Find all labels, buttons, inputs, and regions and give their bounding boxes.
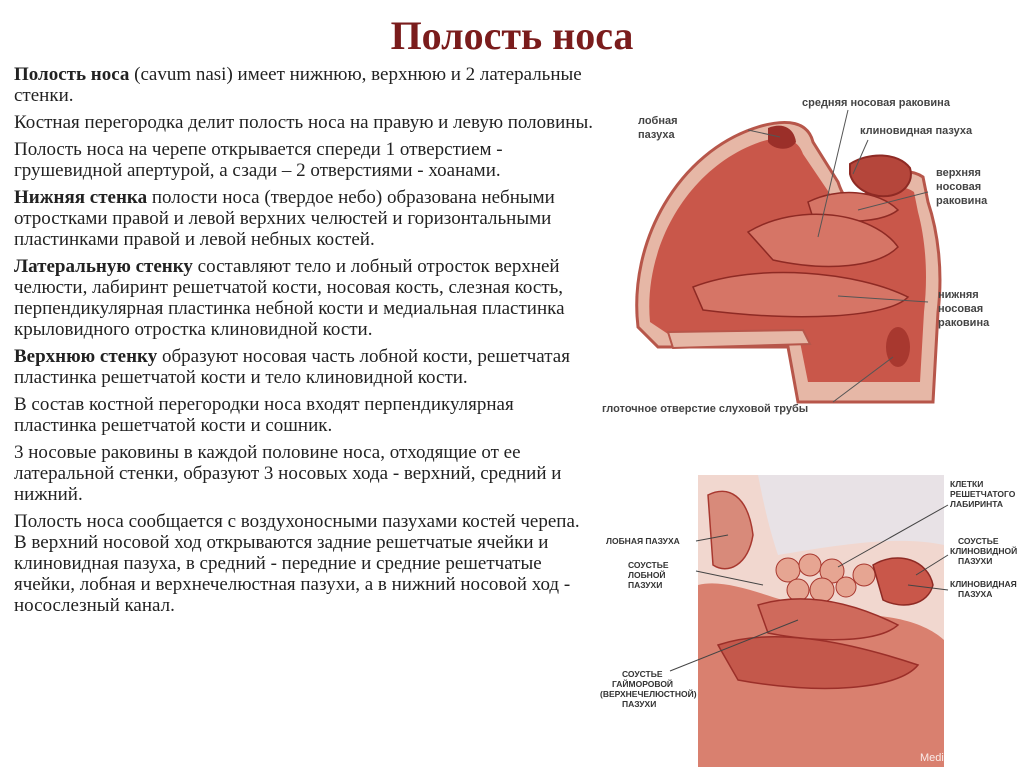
paragraph	[10, 112, 595, 133]
paragraph	[10, 346, 595, 388]
label-sphenoid-sinus-1: КЛИНОВИДНАЯ	[950, 579, 1017, 589]
label-frontal-sinus: ЛОБНАЯ ПАЗУХА	[606, 536, 680, 546]
label-tube: глоточное отверстие слуховой трубы	[602, 403, 809, 415]
label-lower-3: раковина	[938, 317, 990, 329]
paragraph	[10, 64, 595, 106]
text-column	[10, 64, 595, 622]
paragraph	[10, 256, 595, 340]
paragraph	[10, 511, 595, 616]
label-lower-2: носовая	[938, 303, 984, 315]
para-bold: Нижняя стенка	[14, 187, 148, 208]
para-bold: Верхнюю стенку	[14, 346, 158, 367]
label-frontal-ostium-2: ЛОБНОЙ	[628, 570, 666, 580]
para-bold: Полость носа	[14, 64, 130, 85]
para-text: полости носа (твердое небо) образована небными отростками правой и левой верхних челюстей и горизонтальными пластинками правой и левой небных костей.	[14, 187, 555, 250]
para-text: 3 носовые раковины в каждой половине носа, отходящие от ее латеральной стенки, образуют 3 носовых хода - верхний, средний и нижний.	[14, 442, 562, 505]
paragraph	[10, 394, 595, 436]
para-text: (cavum nasi) имеет нижнюю, верхнюю и 2 латеральные стенки.	[14, 64, 582, 106]
label-upper-2: носовая	[936, 181, 982, 193]
label-frontal-1: лобная	[638, 115, 678, 127]
label-sphenoid: клиновидная пазуха	[860, 125, 973, 137]
label-sphenoid-sinus-2: ПАЗУХА	[958, 589, 993, 599]
label-frontal-ostium-1: СОУСТЬЕ	[628, 560, 669, 570]
para-text: Полость носа на черепе открывается спереди 1 отверстием - грушевидной апертурой, а сзади – 2 отверстиями - хоанами.	[14, 139, 503, 181]
label-maxillary-4: ПАЗУХИ	[622, 699, 657, 709]
label-upper-1: верхняя	[936, 167, 981, 179]
palate	[668, 330, 810, 348]
label-sphenoid-ostium-3: ПАЗУХИ	[958, 556, 993, 566]
label-maxillary-3: (ВЕРХНЕЧЕЛЮСТНОЙ)	[600, 689, 697, 699]
label-frontal-2: пазуха	[638, 129, 675, 141]
label-upper-3: раковина	[936, 195, 988, 207]
para-text: составляют тело и лобный отросток верхней челюсти, лабиринт решетчатой кости, носовая кость, слезная кость, перпендикулярная пластинка небной кости и медиальная пластинка крыловидного отростка клиновидной кости.	[14, 256, 565, 340]
label-maxillary-1: СОУСТЬЕ	[622, 669, 663, 679]
sinus-ostia-illustration	[598, 475, 1024, 767]
paragraph	[10, 139, 595, 181]
tube-opening-shape	[886, 327, 910, 367]
para-bold: Латеральную стенку	[14, 256, 193, 277]
label-ethmoid-2: РЕШЕТЧАТОГО	[950, 489, 1016, 499]
paragraph	[10, 442, 595, 505]
page-title: Полость носа	[390, 13, 634, 58]
label-ethmoid-1: КЛЕТКИ	[950, 479, 984, 489]
para-text: образуют носовая часть лобной кости, решетчатая пластинка решетчатой кости и тело клиновидной кости.	[14, 346, 570, 388]
label-lower-1: нижняя	[938, 289, 979, 301]
para-text: В состав костной перегородки носа входят перпендикулярная пластинка решетчатой кости и сошник.	[14, 394, 514, 436]
nasal-cavity-illustration	[598, 82, 1018, 422]
label-sphenoid-ostium-1: СОУСТЬЕ	[958, 536, 999, 546]
paragraph	[10, 187, 595, 250]
label-middle-concha: средняя носовая раковина	[802, 97, 950, 109]
sphenoid-sinus-shape	[850, 155, 911, 196]
label-ethmoid-3: ЛАБИРИНТА	[950, 499, 1004, 509]
label-sphenoid-ostium-2: КЛИНОВИДНОЙ	[950, 546, 1018, 556]
watermark: MedikForum.ru	[920, 752, 994, 764]
label-maxillary-2: ГАЙМОРОВОЙ	[612, 679, 674, 689]
para-text: Полость носа сообщается с воздухоносными пазухами костей черепа. В верхний носовой ход открываются задние решетчатые ячейки и клиновидная пазуха, в средний - передние и средние решетчатые ячейки, лобная и верхнечелюстная пазухи, а в нижний носовой ход - носослезный канал.	[14, 511, 580, 616]
label-frontal-ostium-3: ПАЗУХИ	[628, 580, 663, 590]
right-margin	[944, 475, 1024, 767]
para-text: Костная перегородка делит полость носа на правую и левую половины.	[14, 112, 593, 133]
